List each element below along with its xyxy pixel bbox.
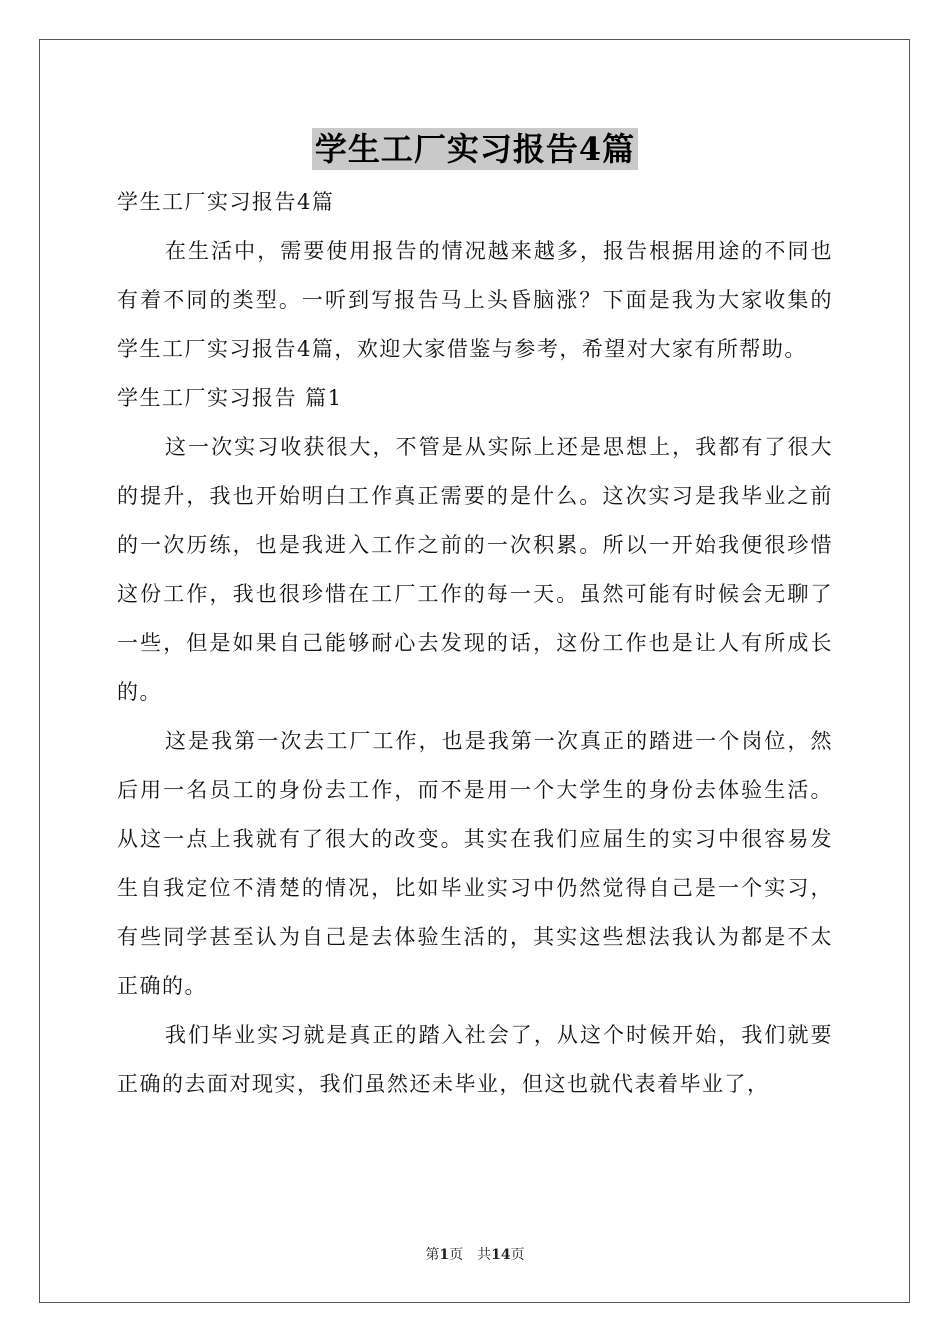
body-paragraph: 我们毕业实习就是真正的踏入社会了，从这个时候开始，我们就要正确的去面对现实，我们虽然还未毕业，但这也就代表着毕业了， <box>117 1023 833 1096</box>
document-body <box>117 178 833 1109</box>
body-paragraph: 这一次实习收获很大，不管是从实际上还是思想上，我都有了很大的提升，我也开始明白工作真正需要的是什么。这次实习是我毕业之前的一次历练，也是我进入工作之前的一次积累。所以一开始我便很珍惜这份工作，我也很珍惜在工厂工作的每一天。虽然可能有时候会无聊了一些，但是如果自己能够耐心去发现的话，这份工作也是让人有所成长的。 <box>117 435 833 704</box>
section-heading: 学生工厂实习报告 篇1 <box>117 386 343 410</box>
page-label-mid: 页 共 <box>449 1247 492 1263</box>
page-current: 1 <box>439 1247 450 1263</box>
title-wrap <box>0 128 950 170</box>
subtitle-paragraph: 学生工厂实习报告4篇 <box>117 190 335 214</box>
intro-paragraph: 在生活中，需要使用报告的情况越来越多，报告根据用途的不同也有着不同的类型。一听到写报告马上头昏脑涨？下面是我为大家收集的学生工厂实习报告4篇，欢迎大家借鉴与参考，希望对大家有所帮助。 <box>117 239 833 361</box>
page-label-suffix: 页 <box>510 1247 525 1263</box>
document-title: 学生工厂实习报告4篇 <box>312 128 638 170</box>
body-paragraph: 这是我第一次去工厂工作，也是我第一次真正的踏进一个岗位，然后用一名员工的身份去工作，而不是用一个大学生的身份去体验生活。从这一点上我就有了很大的改变。其实在我们应届生的实习中很容易发生自我定位不清楚的情况，比如毕业实习中仍然觉得自己是一个实习，有些同学甚至认为自己是去体验生活的，其实这些想法我认为都是不太正确的。 <box>117 729 833 998</box>
page-total: 14 <box>491 1247 511 1263</box>
page-label-prefix: 第 <box>425 1247 440 1263</box>
page-footer <box>0 1244 950 1264</box>
